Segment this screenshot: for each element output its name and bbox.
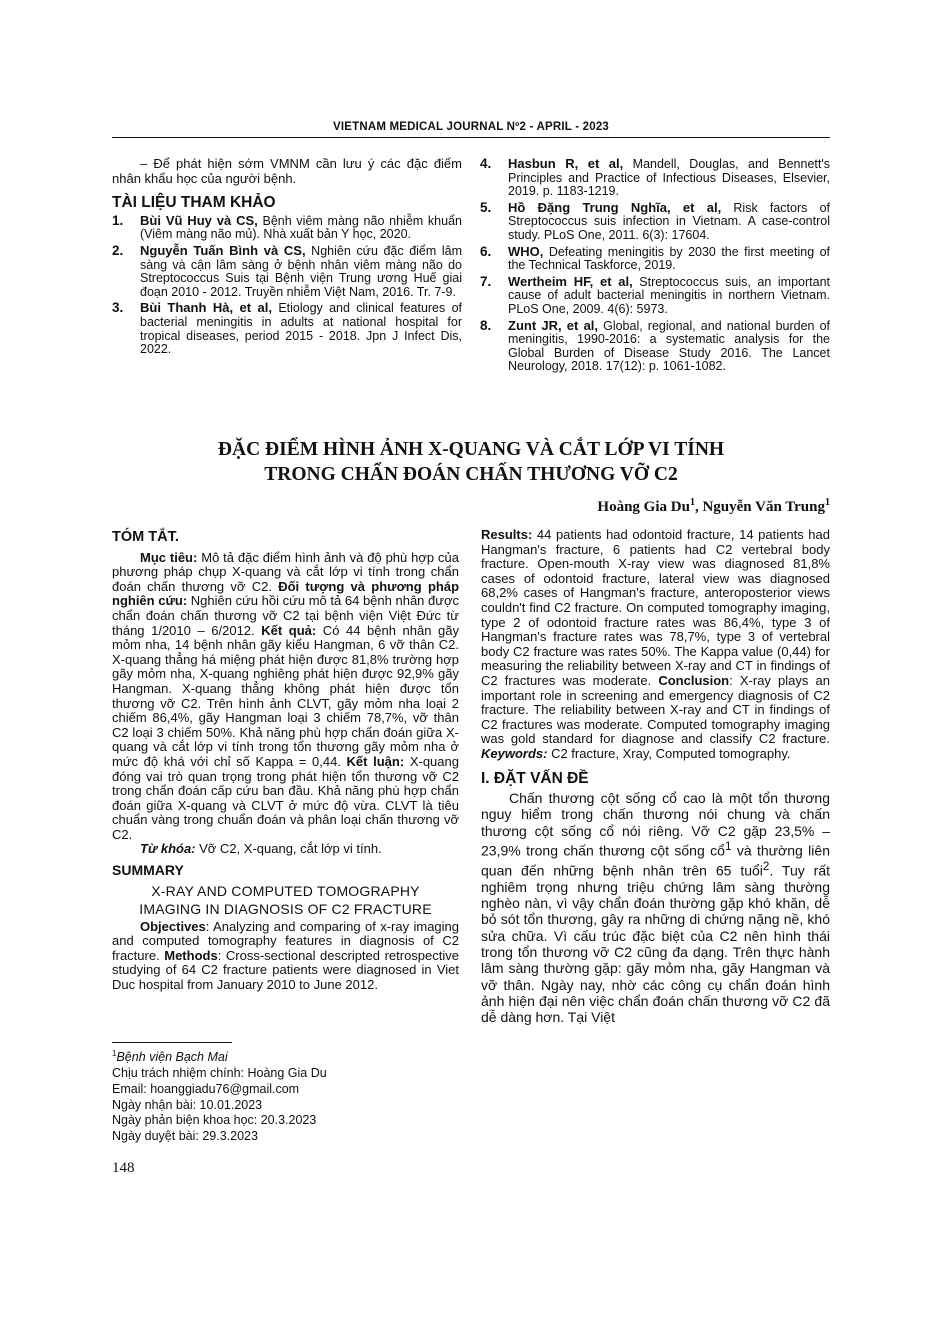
reference-list-right — [480, 157, 830, 374]
footnote-reviewed: Ngày phản biện khoa học: 20.3.2023 — [112, 1113, 317, 1128]
abstract-left-column — [112, 528, 459, 993]
footnotes — [112, 1046, 462, 1145]
references-heading: TÀI LIỆU THAM KHẢO — [112, 194, 276, 212]
page-number: 148 — [112, 1160, 135, 1176]
section-heading-introduction: I. ĐẶT VẤN ĐỀ — [481, 769, 589, 787]
running-header: VIETNAM MEDICAL JOURNAL Nº2 - APRIL - 2023 — [332, 121, 610, 133]
author-2: Nguyễn Văn Trung — [702, 499, 825, 515]
author-list: Hoàng Gia Du$^1$, Nguyễn Văn Trung$^1$ — [597, 497, 830, 515]
abstract-vi-body: Mục tiêu: Mô tả đặc điểm hình ảnh và độ phù hợp của phương pháp chụp X-quang và cắt lớp vi tính trong chẩn đoán chấn thương vỡ C2. Đối tượng và phương pháp nghiên cứu: Nghiên cứu hồi cứu mô tả 64 bệnh nhân được chẩn đoán chấn thương vỡ C2 tại bệnh viện Việt Đức từ tháng 1/2010 – 6/2012. Kết quả: Có 44 bệnh nhân gãy mỏm nha, 14 bệnh nhân gãy kiểu Hangman, 6 vỡ thân C2. X-quang thẳng há miệng phát hiện được 81,8% trường hợp gãy mỏm nha, X-quang nghiêng phát hiện được 92,9% gãy Hangman. X-quang thẳng không phát hiện được tổn thương vỡ C2. Trên hình ảnh CLVT, gãy mỏm nha loại 2 chiếm 86,4%, gãy Hangman loại 3 chiếm 78,7%, vỡ thân C2 loại 3 chiếm 50%. Khả năng phù hợp chẩn đoán giữa X-quang và cắt lớp vi tính trong tổn thương gãy mỏm nha ở mức độ khá với chỉ số Kappa = 0,44. Kết luận: X-quang đóng vai trò quan trọng trong phát hiện tổn thương vỡ C2 trong chẩn đoán cấp cứu ban đầu. Khả năng phù hợp chẩn đoán giữa X-quang và CLVT ở mức độ vừa. CLVT là tiêu chuẩn vàng trong chuẩn đoán và phân loại chấn thương vỡ C2. — [112, 549, 460, 842]
author-1: Hoàng Gia Du — [597, 499, 690, 515]
summary-heading: SUMMARY — [112, 862, 184, 879]
footnote-affiliation: $^1$Bệnh viện Bạch Mai — [112, 1049, 228, 1065]
previous-article-right-column — [480, 157, 830, 376]
reference-item: 6. WHO, Defeating meningitis by 2030 the first meeting of the Technical Taskforce, 2019. — [480, 243, 830, 273]
article-title-line-1: ĐẶC ĐIỂM HÌNH ẢNH X-QUANG VÀ CẮT LỚP VI TÍNH — [217, 439, 725, 460]
abstract-vi-keywords: Từ khóa: Vỡ C2, X-quang, cắt lớp vi tính. — [140, 841, 382, 857]
reference-item: 1. Bùi Vũ Huy và CS, Bệnh viêm màng não nhiễm khuẩn (Viêm màng não mủ). Nhà xuất bản Y học, 2020. — [112, 212, 462, 242]
reference-list-left — [112, 214, 462, 357]
closing-paragraph: – Để phát hiện sớm VMNM cần lưu ý các đặc điểm nhân khẩu học của người bệnh. — [112, 156, 462, 186]
reference-item: 7. Wertheim HF, et al, Streptococcus suis, an important cause of adult bacterial meningitis in northern Vietnam. PLoS One, 2009. 4(6): 5973. — [480, 273, 831, 316]
reference-item: 2. Nguyễn Tuấn Bình và CS, Nghiên cứu đặc điểm lâm sàng và cận lâm sàng ở bệnh nhân viêm màng não do Streptococcus Suis tại Bệnh viện Trung ương Huế giai đoạn 2010 - 2012. Truyền nhiễm Việt Nam, 2016. Tr. 7-9. — [112, 242, 462, 299]
footnote-accepted: Ngày duyệt bài: 29.3.2023 — [112, 1129, 258, 1144]
reference-item: 4. Hasbun R, et al, Mandell, Douglas, and Bennett's Principles and Practice of Infectious Diseases, Elsevier, 2019. p. 1183-1219. — [480, 156, 830, 199]
reference-item: 5. Hồ Đặng Trung Nghĩa, et al, Risk factors of Streptococcus suis infection in Vietnam. A case-control study. PLoS One, 2011. 6(3): 17604. — [480, 199, 830, 242]
english-title: X-RAY AND COMPUTED TOMOGRAPHY IMAGING IN DIAGNOSIS OF C2 FRACTURE — [139, 882, 432, 917]
article-title — [112, 437, 830, 487]
abstract-en-body-start: Objectives: Analyzing and comparing of x-ray imaging and computed tomography features in diagnosis of C2 fracture. Methods: Cross-sectional descripted retrospective studying of 64 C2 fracture patients were diagnosed in Viet Duc hospital from January 2010 to June 2012. — [112, 918, 459, 993]
reference-item: 8. Zunt JR, et al, Global, regional, and national burden of meningitis, 1990-2016: a systematic analysis for the Global Burden of Disease Study 2016. The Lancet Neurology, 2018. 17(12): p. 1061-1082. — [480, 317, 830, 374]
abstract-right-column — [481, 528, 830, 1026]
article-title-line-2: TRONG CHẨN ĐOÁN CHẤN THƯƠNG VỠ C2 — [264, 464, 678, 485]
footnote-received: Ngày nhận bài: 10.01.2023 — [112, 1097, 263, 1112]
abstract-vi-heading: TÓM TẮT. — [112, 529, 179, 545]
abstract-en-body-cont: Results: 44 patients had odontoid fracture, 14 patients had Hangman's fracture, 6 patients had C2 vertebral body fracture. Open-mouth X-ray view was diagnosed 81,8% cases of odontoid fracture, lateral view was diagnosed 68,2% cases of Hangman's fracture, anteroposterior views couldn't find C2 fracture. On computed tomography imaging, type 2 of odontoid fracture rates was 86,4%, type 3 of Hangman's fracture rates was 78,7%, type 3 of vertebral body C2 fracture was rates 50%. The Kappa value (0,44) for measuring the reliability between X-ray and CT in findings of C2 fractures was moderate. Conclusion: X-ray plays an important role in screening and emergency diagnosis of C2 fracture. The reliability between X-ray and CT in findings of C2 fractures was moderate. Computed tomography imaging was gold standard for diagnose and classify C2 fracture. Keywords: C2 fracture, Xray, Computed tomography. — [481, 527, 830, 761]
footnote-email: Email: hoanggiadu76@gmail.com — [112, 1081, 300, 1096]
footnote-responsible: Chịu trách nhiệm chính: Hoàng Gia Du — [112, 1065, 327, 1080]
previous-article-left-column — [112, 157, 462, 359]
footnote-rule — [112, 1042, 232, 1043]
header-rule — [112, 137, 830, 138]
introduction-paragraph: Chấn thương cột sống cổ cao là một tổn thương nguy hiểm trong chấn thương nói chung và chấn thương cột sống cổ nói riêng. Vỡ C2 gặp 23,5% – 23,9% trong chấn thương cột sống cổ$^1$ và thường liên quan đến những bệnh nhân trên 65 tuổi$^2$. Tuy rất nghiêm trọng nhưng triệu chứng lâm sàng thường nghèo nàn, vì vậy chẩn đoán thường gặp khó khăn, dễ bỏ sót tổn thương, gây ra những di chứng nặng nề, khó sửa chữa. Vì cấu trúc đặc biệt của C2 nên hình thái trong tổn thương vỡ C2 cũng đa dạng. Trên thực hành lâm sàng thường gặp: gãy mỏm nha, gãy Hangman và vỡ thân. Ngày nay, nhờ các công cụ chẩn đoán hình ảnh hiện đại nên việc chẩn đoán chấn thương vỡ C2 đã dễ dàng hơn. Tại Việt — [481, 790, 830, 1026]
reference-item: 3. Bùi Thanh Hà, et al, Etiology and clinical features of bacterial meningitis in adults at national hospital for tropical diseases, period 2015 - 2018. Jpn J Infect Dis, 2022. — [112, 300, 463, 357]
